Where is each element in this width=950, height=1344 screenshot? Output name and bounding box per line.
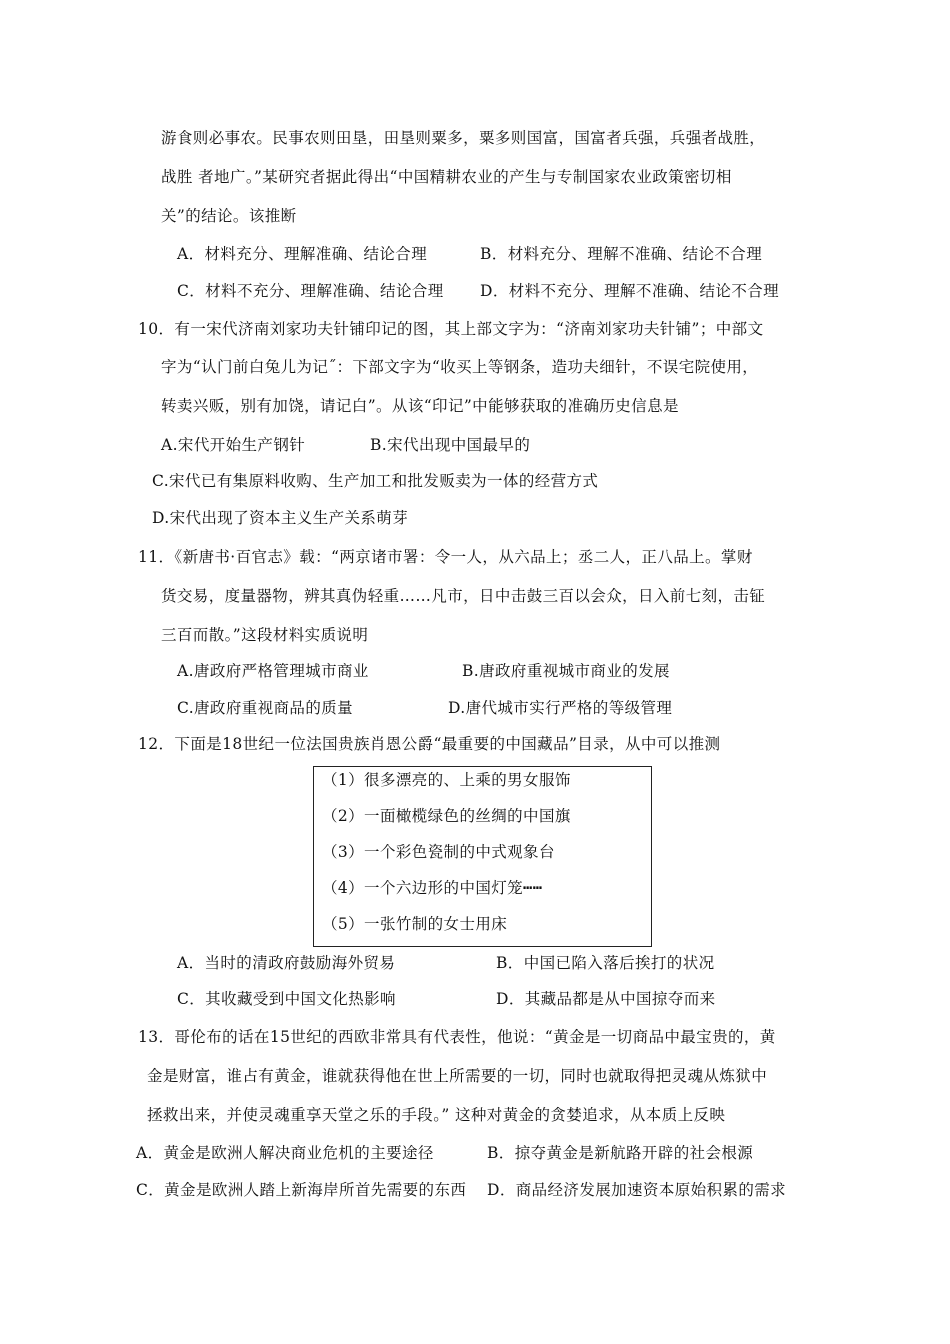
q9-stem-line-2: 战胜 者地广。”某研究者据此得出“中国精耕农业的产生与专制国家农业政策密切相 xyxy=(161,168,732,186)
collection-item-1: （1）很多漂亮的、上乘的男女服饰 xyxy=(322,771,571,789)
q13-option-c: C．黄金是欧洲人踏上新海岸所首先需要的东西 xyxy=(136,1181,467,1199)
q13-option-a: A．黄金是欧洲人解决商业危机的主要途径 xyxy=(136,1144,434,1162)
q13-stem-line-1: 13．哥伦布的话在15世纪的西欧非常具有代表性，他说：“黄金是一切商品中最宝贵的，黄 xyxy=(138,1028,776,1046)
collection-item-4: （4）一个六边形的中国灯笼┅┅ xyxy=(322,879,543,897)
q10-option-c: C.宋代已有集原料收购、生产加工和批发贩卖为一体的经营方式 xyxy=(152,472,599,490)
q13-option-d: D．商品经济发展加速资本原始积累的需求 xyxy=(487,1181,787,1199)
q13-stem-line-3: 拯救出来，并使灵魂重享天堂之乐的手段。” 这种对黄金的贪婪追求，从本质上反映 xyxy=(147,1106,726,1124)
q9-option-b: B．材料充分、理解不准确、结论不合理 xyxy=(480,245,763,263)
q11-stem-line-1: 11．《新唐书·百官志》载：“两京诸市署：令一人，从六品上；丞二人，正八品上。掌财 xyxy=(138,548,753,566)
q9-option-c: C．材料不充分、理解准确、结论合理 xyxy=(177,282,444,300)
collection-item-2: （2）一面橄榄绿色的丝绸的中国旗 xyxy=(322,807,571,825)
q12-stem-line-1: 12．下面是18世纪一位法国贵族肖恩公爵“最重要的中国藏品”目录，从中可以推测 xyxy=(138,735,721,753)
q11-option-b: B.唐政府重视城市商业的发展 xyxy=(462,662,670,680)
q13-stem-line-2: 金是财富，谁占有黄金，谁就获得他在世上所需要的一切，同时也就取得把灵魂从炼狱中 xyxy=(147,1067,768,1085)
q10-stem-line-2: 字为“认门前白兔儿为记˝：下部文字为“收买上等钢条，造功夫细针，不误宅院使用， xyxy=(161,358,759,376)
q13-option-b: B．掠夺黄金是新航路开辟的社会根源 xyxy=(487,1144,754,1162)
q9-stem-line-3: 关”的结论。该推断 xyxy=(161,207,297,225)
q10-stem-line-1: 10．有一宋代济南刘家功夫针铺印记的图，其上部文字为：“济南刘家功夫针铺”；中部文 xyxy=(138,320,764,338)
q10-option-b: B.宋代出现中国最早的 xyxy=(370,436,531,454)
q11-stem-line-3: 三百而散。”这段材料实质说明 xyxy=(161,626,369,644)
q10-option-d: D.宋代出现了资本主义生产关系萌芽 xyxy=(152,509,409,527)
q10-option-a: A.宋代开始生产钢针 xyxy=(161,436,306,454)
q12-option-b: B．中国已陷入落后挨打的状况 xyxy=(496,954,715,972)
q9-option-d: D．材料不充分、理解不准确、结论不合理 xyxy=(480,282,780,300)
collection-item-3: （3）一个彩色瓷制的中式观象台 xyxy=(322,843,555,861)
q12-option-a: A．当时的清政府鼓励海外贸易 xyxy=(177,954,396,972)
q11-option-a: A.唐政府严格管理城市商业 xyxy=(177,662,369,680)
q9-option-a: A．材料充分、理解准确、结论合理 xyxy=(177,245,428,263)
q12-option-d: D．其藏品都是从中国掠夺而来 xyxy=(496,990,716,1008)
q11-stem-line-2: 货交易，度量器物，辨其真伪轻重……凡市，日中击鼓三百以会众，日入前七刻，击钲 xyxy=(161,587,766,605)
q12-option-c: C．其收藏受到中国文化热影响 xyxy=(177,990,396,1008)
q11-option-d: D.唐代城市实行严格的等级管理 xyxy=(448,699,673,717)
q11-option-c: C.唐政府重视商品的质量 xyxy=(177,699,354,717)
q10-stem-line-3: 转卖兴贩，别有加饶，请记白”。从该“印记”中能够获取的准确历史信息是 xyxy=(161,397,679,415)
q9-stem-line-1: 游食则必事农。民事农则田垦，田垦则粟多，粟多则国富，国富者兵强，兵强者战胜， xyxy=(161,129,766,147)
collection-item-5: （5）一张竹制的女士用床 xyxy=(322,915,508,933)
